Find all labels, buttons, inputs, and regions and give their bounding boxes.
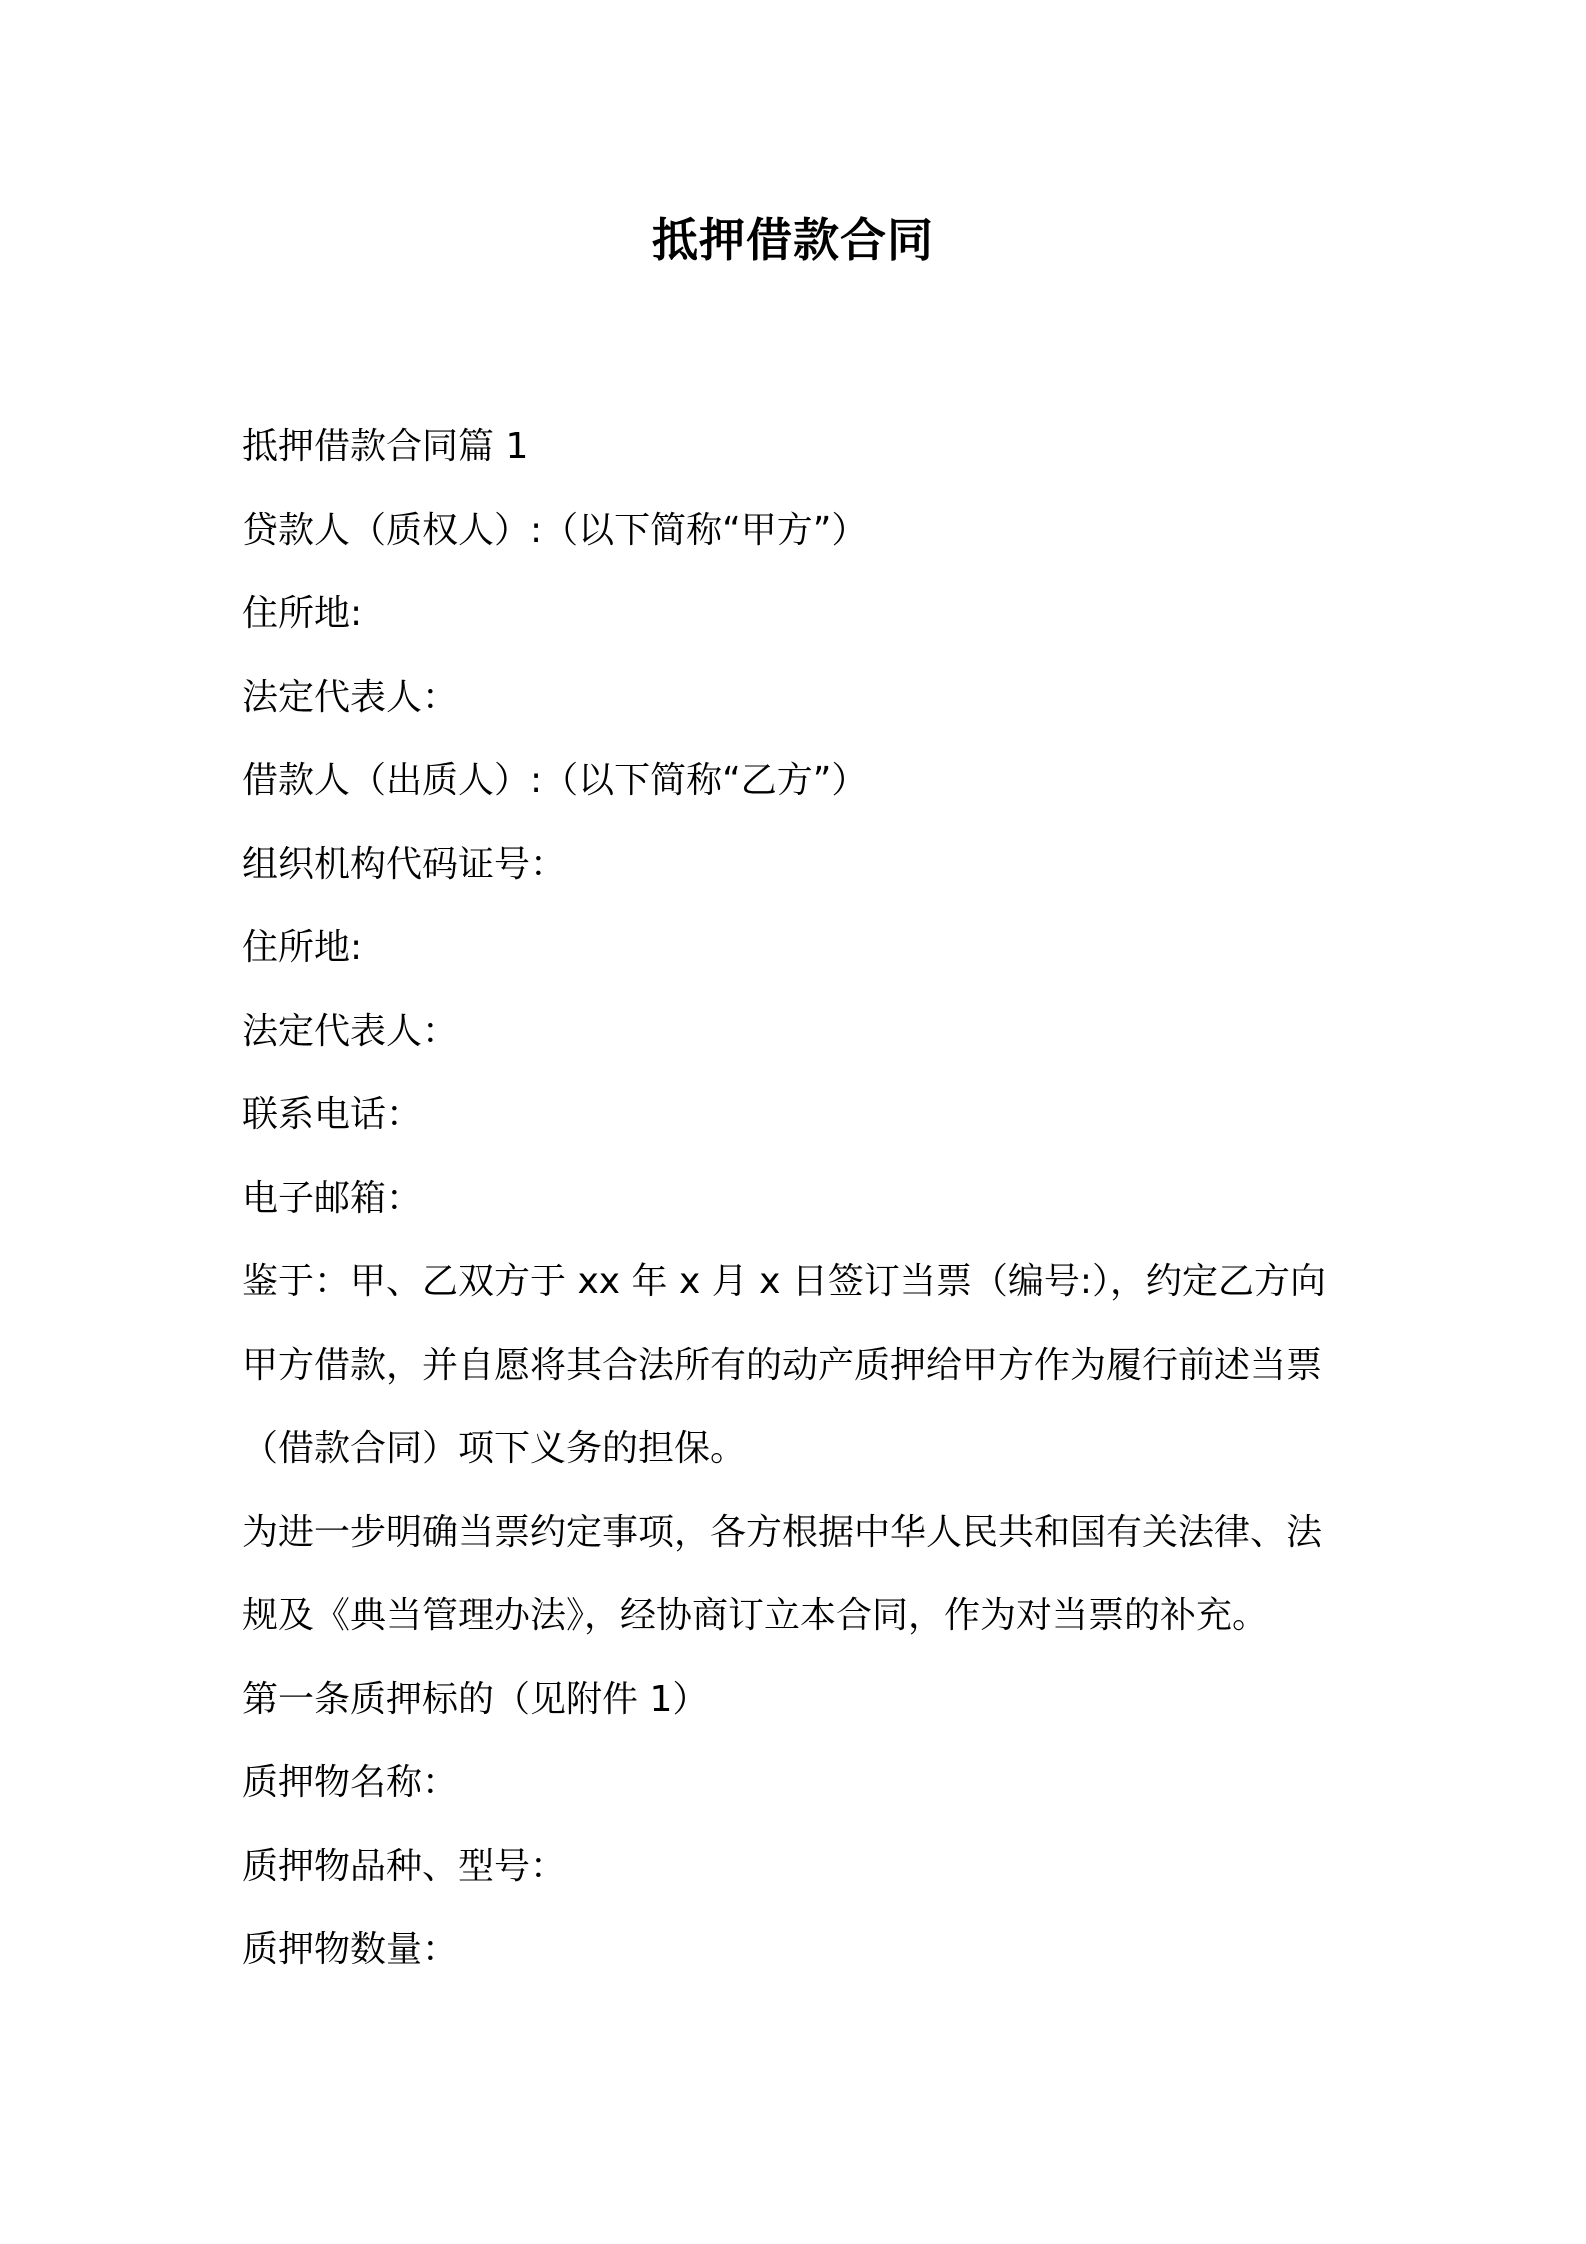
borrower-address-line: 住所地: xyxy=(242,927,363,968)
recital-line-1: 鉴于：甲、乙双方于 xx 年 x 月 x 日签订当票（编号:），约定乙方向 xyxy=(242,1261,1327,1302)
lender-line: 贷款人（质权人）:（以下简称“甲方”） xyxy=(242,509,868,551)
recital-line-2: 甲方借款，并自愿将其合法所有的动产质押给甲方作为履行前述当票 xyxy=(242,1344,1323,1386)
recital-line-3: （借款合同）项下义务的担保。 xyxy=(242,1428,747,1469)
phone-line: 联系电话： xyxy=(242,1094,423,1135)
email-line: 电子邮箱： xyxy=(242,1177,423,1219)
purpose-line-2: 规及《典当管理办法》，经协商订立本合同，作为对当票的补充。 xyxy=(242,1595,1269,1636)
lender-address-line: 住所地: xyxy=(242,593,363,634)
section-heading: 抵押借款合同篇 1 xyxy=(242,426,529,467)
pledge-name-line: 质押物名称： xyxy=(242,1762,459,1803)
lender-representative-line: 法定代表人： xyxy=(242,676,459,718)
borrower-line: 借款人（出质人）:（以下简称“乙方”） xyxy=(242,760,868,801)
purpose-line-1: 为进一步明确当票约定事项，各方根据中华人民共和国有关法律、法 xyxy=(242,1511,1323,1553)
pledge-quantity-line: 质押物数量： xyxy=(242,1929,459,1970)
document-title: 抵押借款合同 xyxy=(652,213,934,267)
article-one-heading: 第一条质押标的（见附件 1） xyxy=(242,1678,709,1720)
borrower-representative-line: 法定代表人： xyxy=(242,1010,459,1052)
organization-code-line: 组织机构代码证号： xyxy=(242,843,567,885)
pledge-type-line: 质押物品种、型号： xyxy=(242,1845,567,1887)
document-body xyxy=(242,405,1352,1992)
